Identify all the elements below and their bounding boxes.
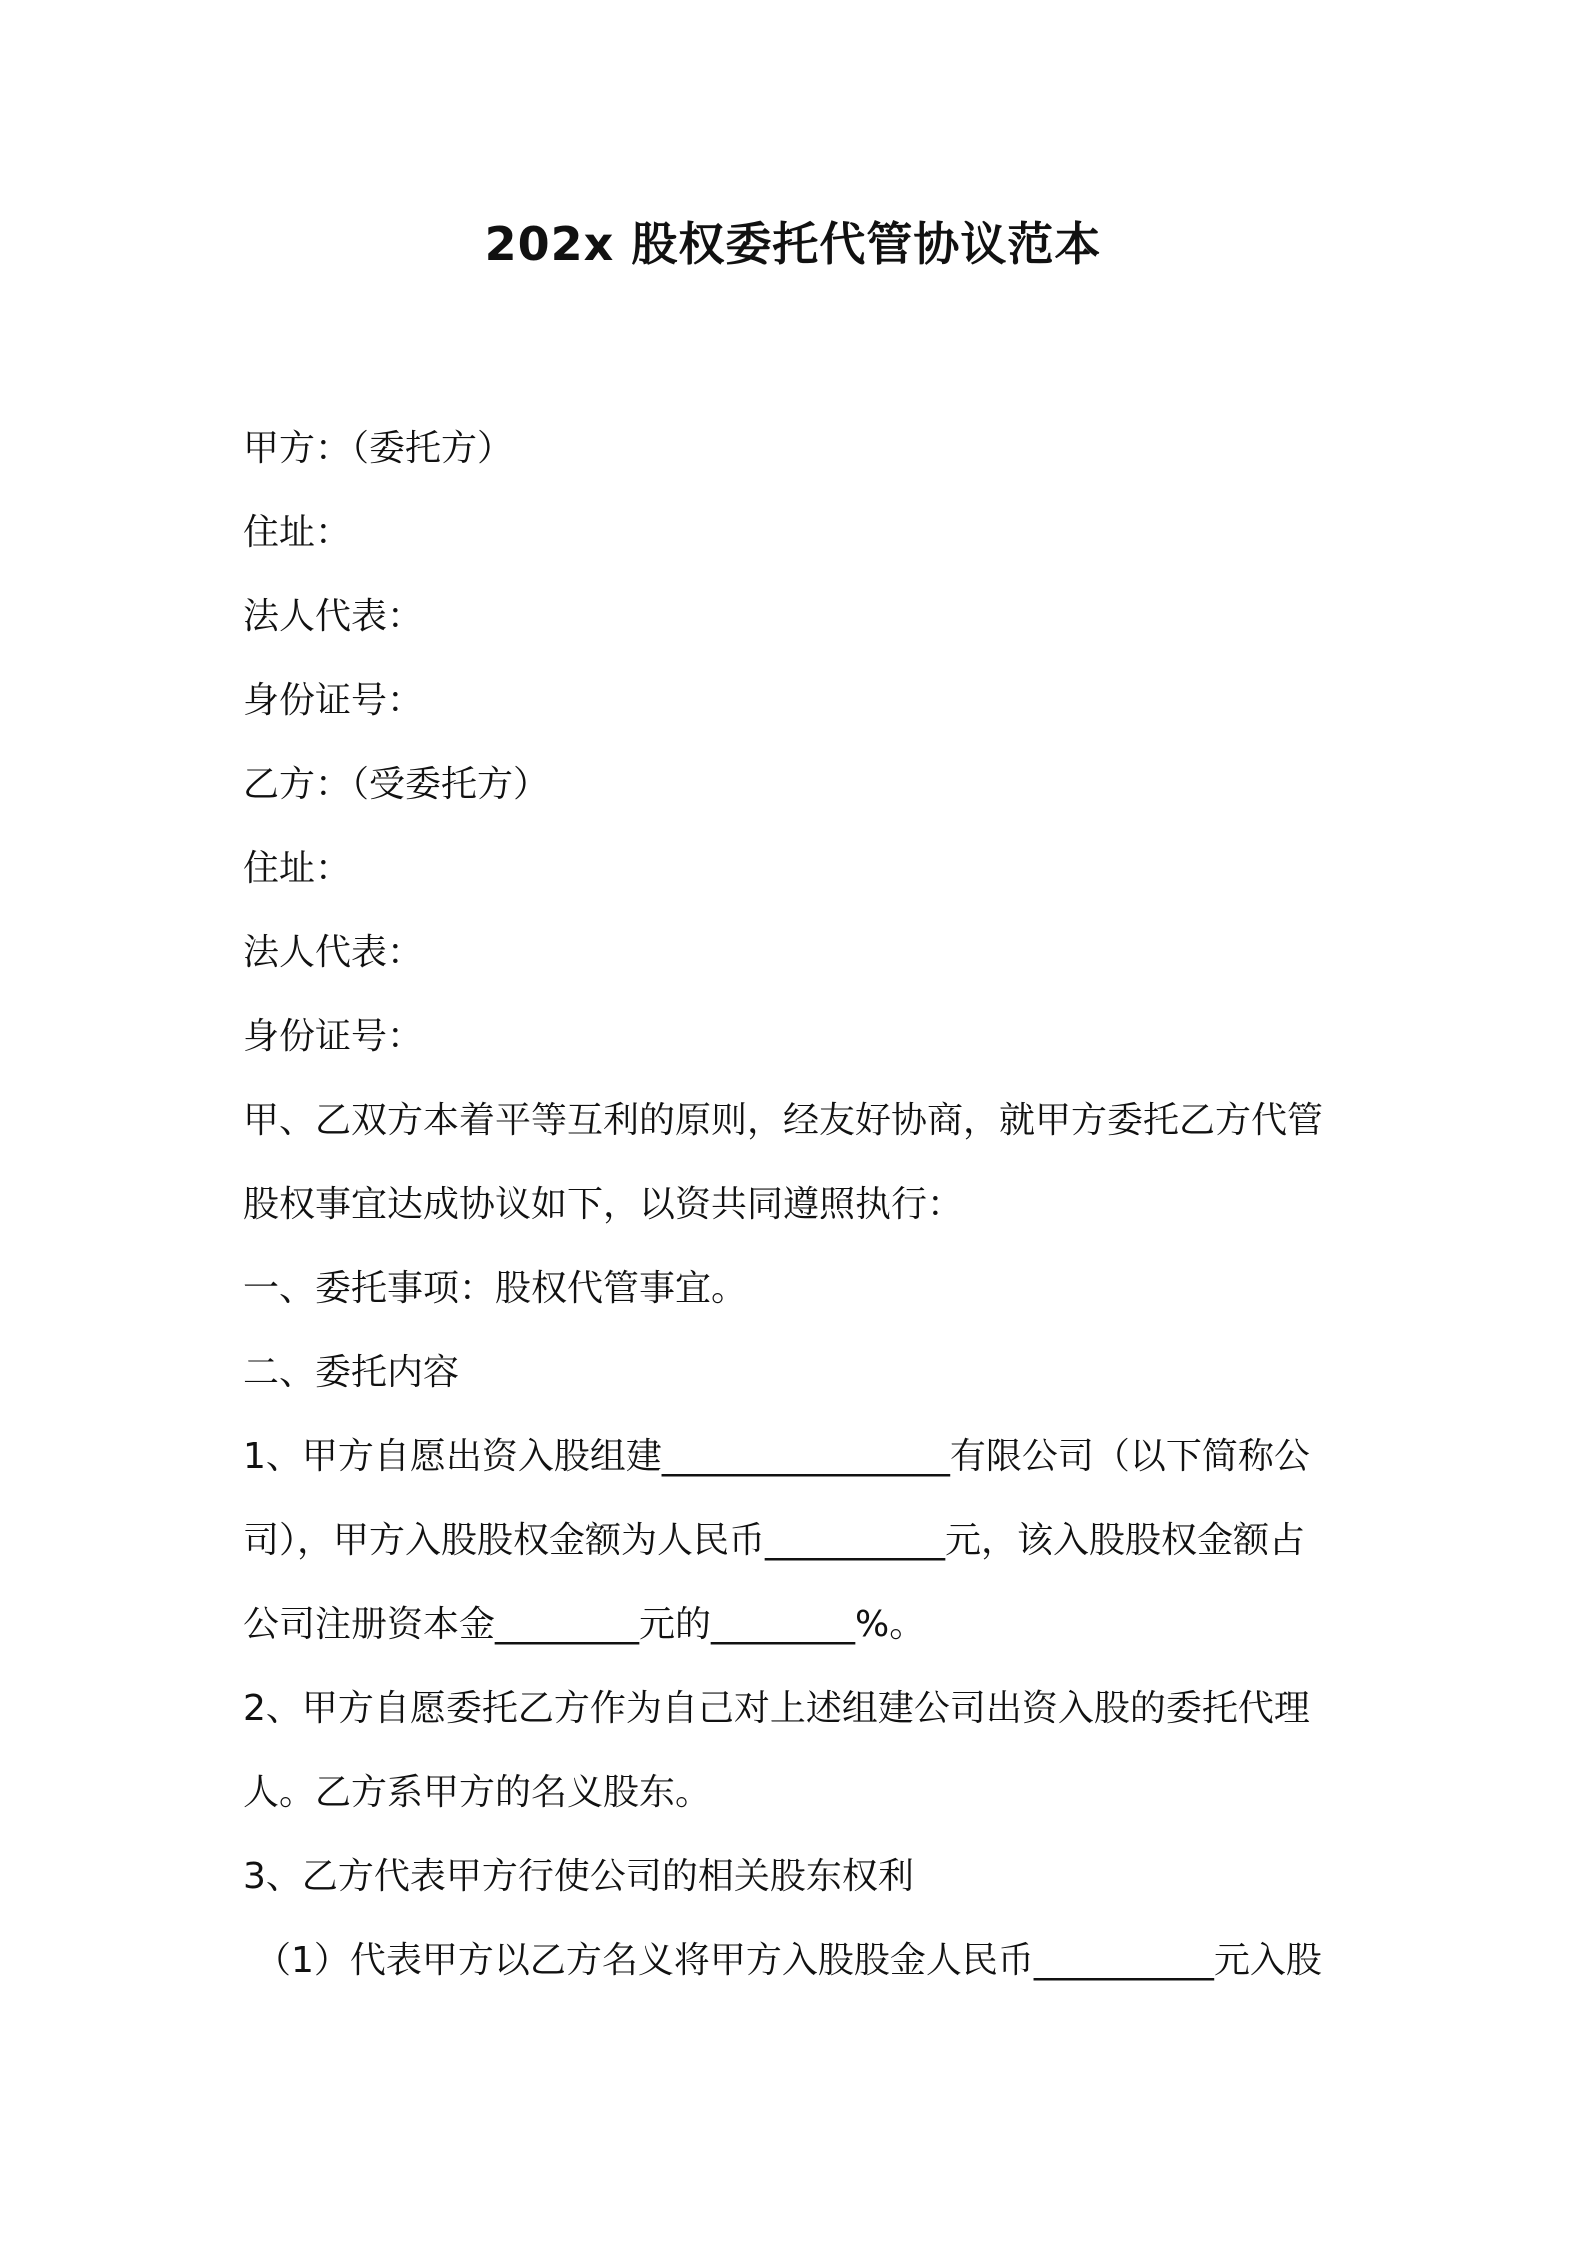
party-b-legal-rep: 法人代表： [243,932,424,973]
preamble-line-1: 甲、乙双方本着平等互利的原则，经友好协商，就甲方委托乙方代管 [243,1100,1324,1141]
section-2-heading: 二、委托内容 [243,1352,460,1393]
party-a-label: 甲方：（委托方） [243,428,514,469]
party-b-address: 住址： [243,848,352,889]
section-1-heading: 一、委托事项：股权代管事宜。 [243,1268,748,1309]
party-a-legal-rep: 法人代表： [243,596,424,637]
party-b-label: 乙方：（受委托方） [243,764,550,805]
clause-1-line-3: 公司注册资本金________元的________%。 [243,1604,926,1645]
party-a-id-number: 身份证号： [243,680,424,721]
party-a-address: 住址： [243,512,352,553]
document-body [243,407,1353,2003]
clause-1-line-2: 司），甲方入股股权金额为人民币__________元，该入股股权金额占 [243,1520,1306,1561]
clause-1-line-1: 1、甲方自愿出资入股组建________________有限公司（以下简称公 [243,1436,1310,1477]
clause-3-item-1: （1）代表甲方以乙方名义将甲方入股股金人民币__________元入股 [255,1940,1322,1981]
party-b-id-number: 身份证号： [243,1016,424,1057]
document-title: 202x 股权委托代管协议范本 [484,217,1102,271]
preamble-line-2: 股权事宜达成协议如下，以资共同遵照执行： [243,1184,964,1225]
clause-2-line-1: 2、甲方自愿委托乙方作为自己对上述组建公司出资入股的委托代理 [243,1688,1310,1729]
clause-3-heading: 3、乙方代表甲方行使公司的相关股东权利 [243,1856,914,1897]
clause-2-line-2: 人。乙方系甲方的名义股东。 [243,1772,712,1813]
